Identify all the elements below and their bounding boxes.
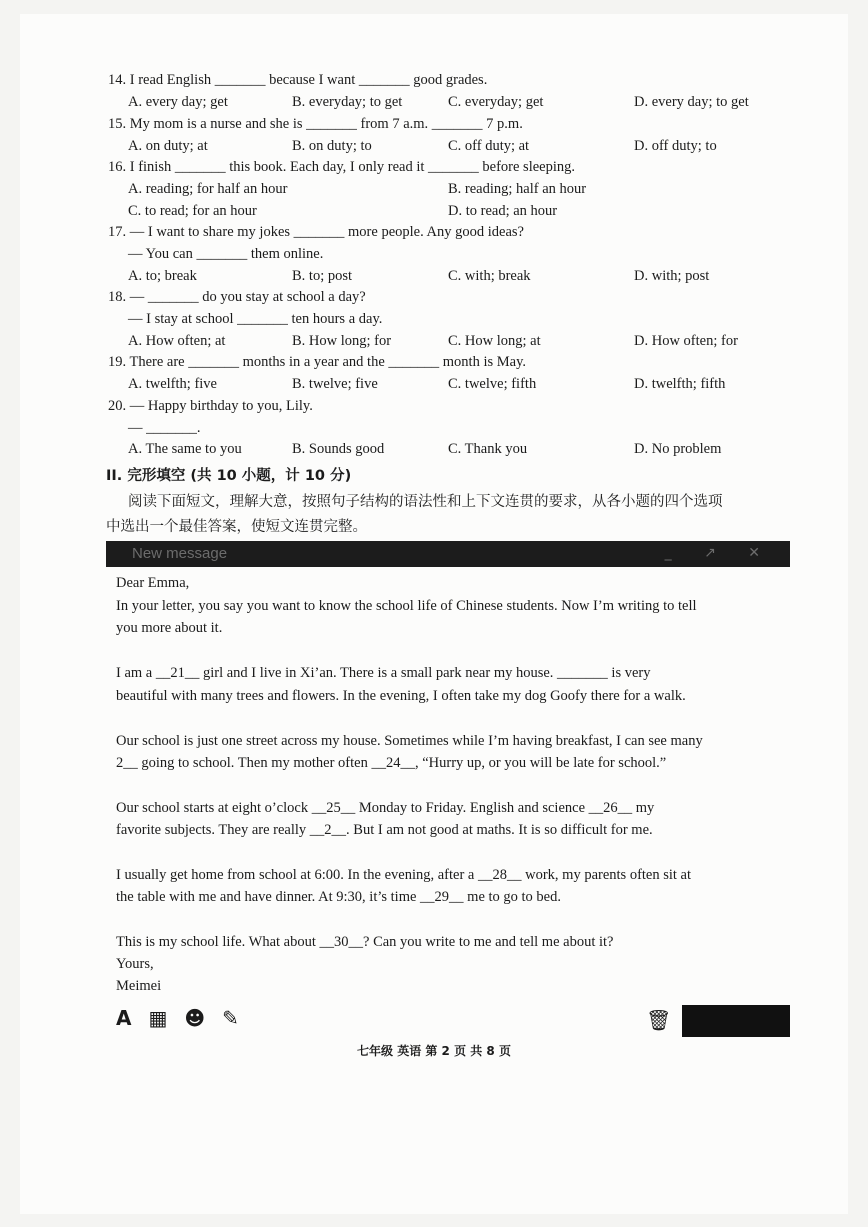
compose-toolbar bbox=[116, 1006, 249, 1030]
question-stem: 19. There are _______ months in a year and the _______ month is May. bbox=[108, 354, 527, 370]
text-format-icon[interactable]: A bbox=[116, 1006, 132, 1030]
letter-line: I usually get home from school at 6:00. In the evening, after a __28__ work, my parents often sit at bbox=[116, 867, 692, 883]
option-b: B. to; post bbox=[292, 268, 353, 284]
option-c: C. everyday; get bbox=[448, 94, 544, 110]
section-instruction: 阅读下面短文，理解大意，按照句子结构的语法性和上下文连贯的要求，从各小题的四个选项 bbox=[128, 494, 723, 510]
letter-line: favorite subjects. They are really __2__. But I am not good at maths. It is so difficult for me. bbox=[116, 822, 653, 838]
option-a: A. reading; for half an hour bbox=[128, 181, 288, 197]
option-c: C. to read; for an hour bbox=[128, 203, 257, 219]
option-b: B. everyday; to get bbox=[292, 94, 403, 110]
option-d: D. off duty; to bbox=[634, 138, 717, 154]
page-footer: 七年级 英语 第 2 页 共 8 页 bbox=[357, 1044, 511, 1058]
question-stem: 14. I read English _______ because I want _______ good grades. bbox=[108, 72, 488, 88]
option-c: C. twelve; fifth bbox=[448, 376, 537, 392]
question-stem: 18. — _______ do you stay at school a day? bbox=[108, 289, 366, 305]
letter-signature: Meimei bbox=[116, 978, 162, 994]
option-d: D. to read; an hour bbox=[448, 203, 558, 219]
question-stem: 16. I finish _______ this book. Each day, I only read it _______ before sleeping. bbox=[108, 159, 575, 175]
question-stem: 17. — I want to share my jokes _______ more people. Any good ideas? bbox=[108, 224, 524, 240]
option-d: D. How often; for bbox=[634, 333, 738, 349]
option-d: D. with; post bbox=[634, 268, 710, 284]
letter-line: Our school is just one street across my house. Sometimes while I’m having breakfast, I can see many bbox=[116, 733, 703, 749]
letter-closing: Yours, bbox=[116, 956, 154, 972]
option-d: D. twelfth; fifth bbox=[634, 376, 726, 392]
option-d: D. every day; to get bbox=[634, 94, 749, 110]
window-control-icons[interactable]: _ ↗ ✕ bbox=[664, 545, 774, 561]
option-c: C. Thank you bbox=[448, 441, 528, 457]
question-stem: 20. — Happy birthday to you, Lily. bbox=[108, 398, 313, 414]
option-a: A. on duty; at bbox=[128, 138, 208, 154]
letter-line: I am a __21__ girl and I live in Xi’an. There is a small park near my house. _______ is very bbox=[116, 665, 651, 681]
option-c: C. with; break bbox=[448, 268, 531, 284]
letter-line: This is my school life. What about __30__? Can you write to me and tell me about it? bbox=[116, 934, 614, 950]
option-d: D. No problem bbox=[634, 441, 722, 457]
option-c: C. off duty; at bbox=[448, 138, 530, 154]
emoji-icon[interactable]: ☻ bbox=[184, 1006, 206, 1030]
option-c: C. How long; at bbox=[448, 333, 541, 349]
option-b: B. on duty; to bbox=[292, 138, 372, 154]
option-a: A. How often; at bbox=[128, 333, 226, 349]
send-button[interactable] bbox=[682, 1005, 790, 1037]
image-icon[interactable]: ▦ bbox=[148, 1006, 168, 1030]
message-title: New message bbox=[132, 545, 228, 562]
option-a: A. The same to you bbox=[128, 441, 242, 457]
question-stem-reply: — You can _______ them online. bbox=[128, 246, 324, 262]
option-b: B. Sounds good bbox=[292, 441, 385, 457]
letter-line: the table with me and have dinner. At 9:30, it’s time __29__ me to go to bed. bbox=[116, 889, 561, 905]
letter-line: Our school starts at eight o’clock __25__ Monday to Friday. English and science __26__ my bbox=[116, 800, 655, 816]
option-b: B. reading; half an hour bbox=[448, 181, 587, 197]
option-b: B. twelve; five bbox=[292, 376, 378, 392]
letter-line: 2__ going to school. Then my mother often __24__, “Hurry up, or you will be late for school.” bbox=[116, 755, 667, 771]
letter-greeting: Dear Emma, bbox=[116, 575, 190, 591]
section-heading: II. 完形填空 (共 10 小题，计 10 分) bbox=[106, 468, 352, 484]
option-a: A. every day; get bbox=[128, 94, 228, 110]
letter-line: you more about it. bbox=[116, 620, 223, 636]
option-a: A. twelfth; five bbox=[128, 376, 217, 392]
pen-icon[interactable]: ✎ bbox=[222, 1006, 239, 1030]
letter-line: beautiful with many trees and flowers. In the evening, I often take my dog Goofy there for a walk. bbox=[116, 688, 686, 704]
question-stem: 15. My mom is a nurse and she is _______ from 7 a.m. _______ 7 p.m. bbox=[108, 116, 523, 132]
trash-icon[interactable]: 🗑 bbox=[646, 1008, 672, 1032]
option-a: A. to; break bbox=[128, 268, 197, 284]
section-instruction-cont: 中选出一个最佳答案，使短文连贯完整。 bbox=[106, 519, 367, 535]
question-stem-reply: — I stay at school _______ ten hours a day. bbox=[128, 311, 383, 327]
question-stem-reply: — _______. bbox=[128, 420, 201, 436]
letter-line: In your letter, you say you want to know the school life of Chinese students. Now I’m writing to tell bbox=[116, 598, 697, 614]
message-title-bar bbox=[106, 541, 790, 567]
option-b: B. How long; for bbox=[292, 333, 392, 349]
